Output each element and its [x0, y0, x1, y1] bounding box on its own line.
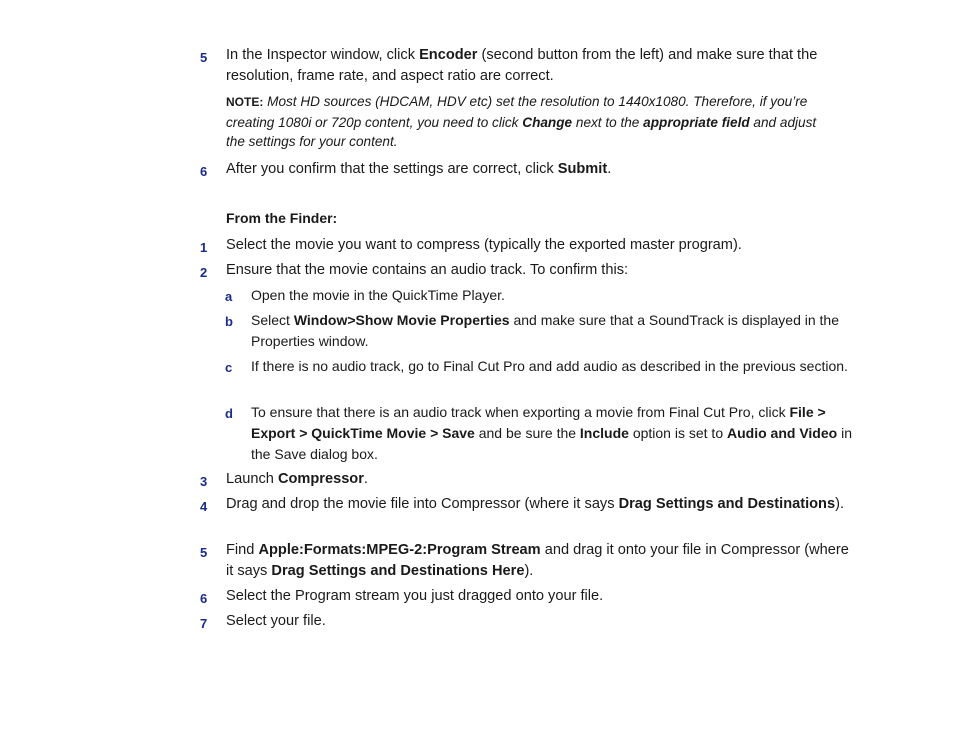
step-number: 6	[200, 164, 208, 179]
note-label: NOTE:	[226, 95, 264, 109]
appropriate-field-term: appropriate field	[643, 114, 750, 130]
step-number: 7	[200, 616, 208, 631]
substep-letter: a	[225, 289, 233, 304]
substep-d	[225, 402, 855, 465]
step-text: Select your file.	[226, 613, 326, 629]
note: NOTE: Most HD sources (HDCAM, HDV etc) set the resolution to 1440x1080. Therefore, if you’re creating 1080i or 720p content, you need to click Change next to the appropriate field and adjust the settings for your content.	[226, 94, 817, 149]
substep-letter: c	[225, 360, 233, 375]
finder-step-7	[200, 611, 856, 632]
drag-settings-here-term: Drag Settings and Destinations Here	[271, 563, 525, 579]
program-stream-preset-term: Apple:Formats:MPEG-2:Program Stream	[258, 542, 541, 558]
substep-c	[225, 356, 855, 377]
step-6-inspector	[200, 159, 856, 180]
step-number: 2	[200, 265, 208, 280]
file-export-path-term: File > Export > QuickTime Movie > Save	[251, 404, 826, 441]
step-text: Ensure that the movie contains an audio track. To confirm this:	[226, 262, 629, 278]
finder-step-6	[200, 586, 856, 607]
step-5-inspector	[200, 45, 856, 87]
step-text: Find Apple:Formats:MPEG-2:Program Stream and drag it onto your file in Compressor (where it says Drag Settings and Destinations Here).	[226, 542, 849, 579]
window-show-movie-properties-term: Window>Show Movie Properties	[293, 312, 510, 328]
substep-text: If there is no audio track, go to Final Cut Pro and add audio as described in the previous section.	[251, 358, 848, 374]
step-number: 5	[200, 545, 208, 560]
include-term: Include	[579, 425, 629, 441]
finder-step-2	[200, 260, 856, 281]
step-text: Select the movie you want to compress (typically the exported master program).	[226, 237, 742, 253]
step-text: In the Inspector window, click Encoder (second button from the left) and make sure that the resolution, frame rate, and aspect ratio are correct.	[226, 47, 818, 84]
submit-term: Submit	[557, 161, 608, 177]
audio-and-video-term: Audio and Video	[727, 425, 838, 441]
step-text: Select the Program stream you just dragged onto your file.	[226, 588, 604, 604]
step-number: 1	[200, 240, 208, 255]
compressor-term: Compressor	[277, 471, 364, 487]
drag-settings-term: Drag Settings and Destinations	[618, 496, 836, 512]
substep-b	[225, 310, 855, 352]
step-number: 3	[200, 474, 208, 489]
encoder-term: Encoder	[419, 47, 478, 63]
finder-step-1	[200, 235, 856, 256]
substep-letter: d	[225, 406, 233, 421]
finder-step-5	[200, 540, 856, 582]
step-text: Launch Compressor.	[226, 471, 368, 487]
step-number: 5	[200, 50, 208, 65]
finder-step-4	[200, 494, 856, 515]
substep-text: Open the movie in the QuickTime Player.	[251, 287, 505, 303]
step-number: 4	[200, 499, 208, 514]
substep-text: To ensure that there is an audio track when exporting a movie from Final Cut Pro, click File > Export > QuickTime Movie > Save and be sure the Include option is set to Audio and Video in the Save dialog box.	[251, 404, 852, 462]
finder-heading: From the Finder:	[226, 210, 338, 226]
change-term: Change	[522, 114, 573, 130]
substep-letter: b	[225, 314, 233, 329]
substep-a	[225, 285, 855, 306]
finder-step-3	[200, 469, 856, 490]
step-text: Drag and drop the movie file into Compressor (where it says Drag Settings and Destinations).	[226, 496, 845, 512]
step-number: 6	[200, 591, 208, 606]
substep-text: Select Window>Show Movie Properties and make sure that a SoundTrack is displayed in the Properties window.	[251, 312, 840, 349]
step-text: After you confirm that the settings are correct, click Submit.	[226, 161, 612, 177]
